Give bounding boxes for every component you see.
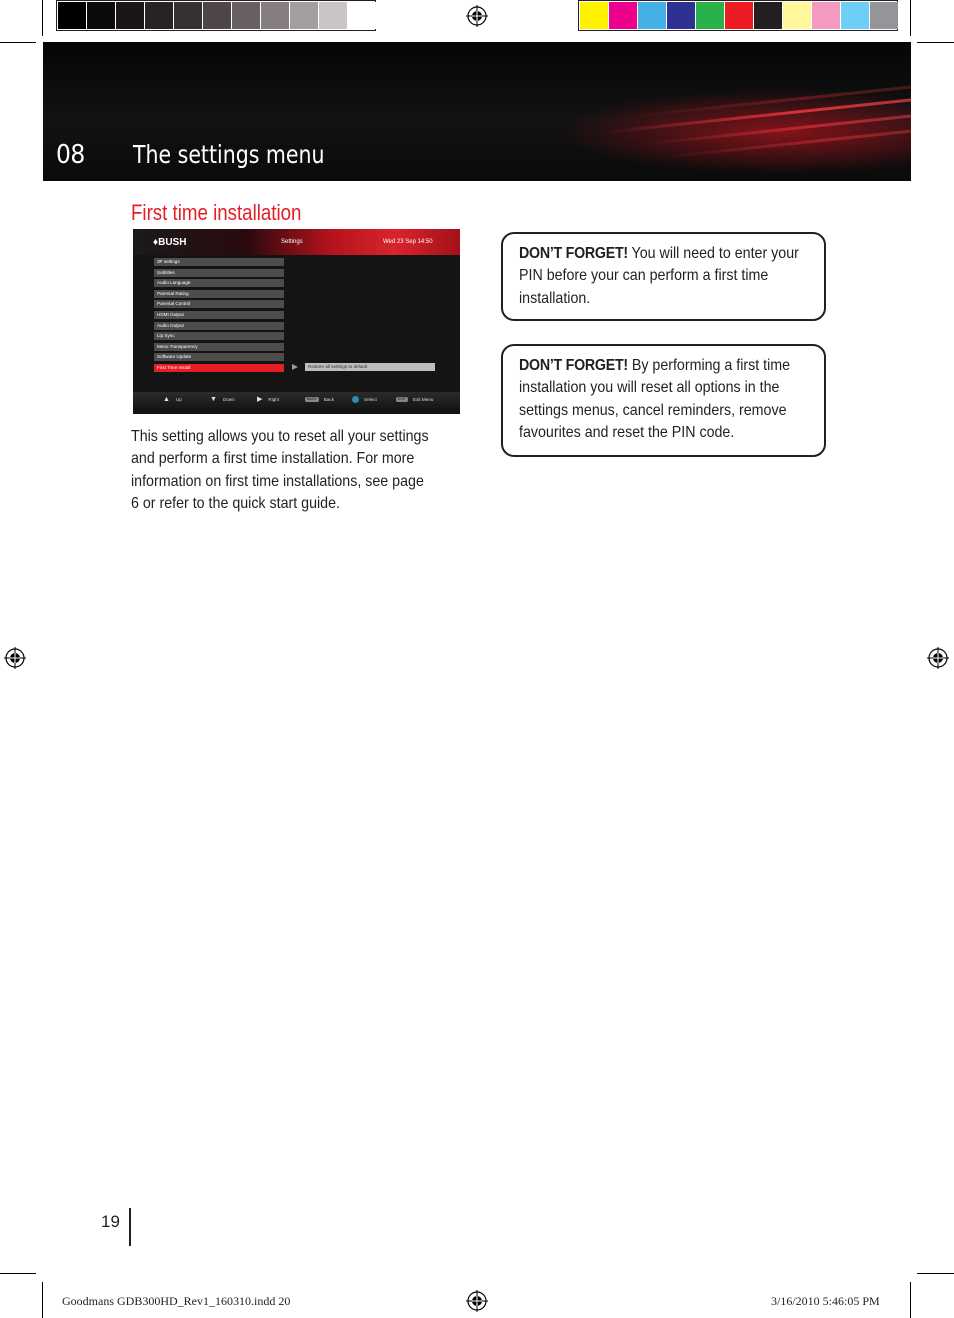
color-swatch — [638, 2, 666, 29]
body-line: 6 or refer to the quick start guide. — [131, 494, 340, 512]
chapter-header — [43, 42, 911, 181]
tv-hint-label: Right — [268, 397, 280, 403]
color-swatch — [783, 2, 811, 29]
ok-button-icon — [352, 396, 359, 403]
crop-mark — [42, 0, 43, 36]
dont-forget-callout — [501, 232, 826, 321]
tv-menu-item: First Time Install — [154, 364, 284, 372]
crop-mark — [917, 42, 954, 43]
color-swatch — [812, 2, 840, 29]
up-arrow-icon: ▲ — [163, 396, 170, 403]
grey-swatch — [58, 2, 86, 29]
color-swatch — [696, 2, 724, 29]
color-swatch — [580, 2, 608, 29]
tv-menu-item: 3P settings — [154, 258, 284, 266]
callout-text: By performing a first time — [631, 357, 791, 374]
tv-menu-item: Audio Language — [154, 279, 284, 287]
crop-mark — [917, 1273, 954, 1274]
tv-hint-up — [163, 396, 182, 404]
body-paragraph — [131, 426, 461, 515]
header-streak — [664, 128, 911, 158]
grey-swatch — [174, 2, 202, 29]
page-number: 19 — [101, 1212, 120, 1231]
callout-line: PIN before your can perform a first time — [519, 267, 769, 285]
color-swatch — [609, 2, 637, 29]
tv-hint-back — [305, 396, 334, 404]
grey-swatch — [232, 2, 260, 29]
grey-swatch — [87, 2, 115, 29]
callout-line: installation you will reset all options in the — [519, 379, 780, 397]
play-arrow-icon — [292, 364, 298, 370]
tv-menu-heading: Settings — [281, 239, 303, 245]
grey-swatch — [319, 2, 347, 29]
callout-label: DON’T FORGET! — [519, 357, 628, 374]
file-slug: Goodmans GDB300HD_Rev1_160310.indd 20 — [62, 1294, 291, 1308]
grey-swatch — [145, 2, 173, 29]
tv-hint-select — [352, 396, 377, 404]
color-swatch — [725, 2, 753, 29]
right-arrow-icon: ▶ — [257, 396, 263, 403]
callout-first-line — [519, 243, 799, 265]
tv-menu-item: Audio Output — [154, 322, 284, 330]
tv-menu-header — [133, 229, 460, 255]
tv-hint-label: Select — [364, 397, 377, 402]
down-arrow-icon: ▼ — [210, 396, 217, 403]
color-swatch — [841, 2, 869, 29]
grey-swatch — [261, 2, 289, 29]
chapter-number: 08 — [56, 140, 85, 170]
registration-mark-icon — [466, 1290, 488, 1312]
tv-menu-item: Parental Control — [154, 300, 284, 308]
grey-swatch — [348, 2, 376, 29]
grey-swatch — [116, 2, 144, 29]
callout-line: installation. — [519, 289, 591, 307]
tv-hint-right — [257, 396, 279, 404]
chapter-title: The settings menu — [133, 140, 325, 169]
color-swatch — [870, 2, 898, 29]
section-title: First time installation — [131, 200, 302, 225]
callout-line: favourites and reset the PIN code. — [519, 423, 735, 441]
color-swatch — [754, 2, 782, 29]
tv-menu-item: Lip Sync — [154, 332, 284, 340]
body-line: This setting allows you to reset all your settings — [131, 428, 429, 445]
color-swatch — [667, 2, 695, 29]
tv-menu-item: HDMI Output — [154, 311, 284, 319]
callout-label: DON’T FORGET! — [519, 245, 628, 262]
process-color-bar — [578, 0, 898, 31]
callout-first-line — [519, 355, 790, 377]
crop-mark — [910, 1282, 911, 1318]
body-line: and perform a first time installation. For more — [131, 450, 415, 468]
brand-logo: ♦BUSH — [153, 237, 187, 248]
back-key-icon: BACK — [307, 397, 317, 402]
grey-swatch — [203, 2, 231, 29]
callout-line: settings menus, cancel reminders, remove — [519, 401, 787, 419]
tv-menu-footer — [133, 392, 460, 408]
tv-menu-item: Menu Transparency — [154, 343, 284, 351]
page-number-rule — [129, 1208, 131, 1246]
tv-hint-label: Up — [175, 397, 182, 403]
exit-key-icon: EXIT — [398, 397, 406, 402]
tv-hint-down — [210, 396, 235, 404]
callout-text: You will need to enter your — [631, 245, 799, 262]
registration-mark-icon — [466, 5, 488, 27]
tv-menu-screenshot — [133, 229, 460, 414]
registration-mark-icon — [927, 647, 949, 669]
tv-datetime: Wed 23 Sep 14:50 — [383, 239, 433, 245]
dont-forget-callout — [501, 344, 826, 457]
tv-hint-label: Back — [323, 397, 335, 402]
tv-menu-item: Parental Rating — [154, 290, 284, 298]
crop-mark — [910, 0, 911, 36]
tv-hint-label: Down — [222, 397, 235, 403]
tv-submenu-option: Restore all settings to default — [305, 363, 435, 371]
header-streak — [644, 113, 911, 145]
tv-hint-exit — [396, 396, 433, 404]
tv-menu-item: Software Update — [154, 353, 284, 361]
crop-mark — [0, 1273, 36, 1274]
grey-color-bar — [56, 0, 376, 31]
crop-mark — [0, 42, 36, 43]
crop-mark — [42, 1282, 43, 1318]
tv-hint-label: Exit Menu — [413, 397, 434, 402]
body-line: information on first time installations, see page — [131, 472, 424, 490]
registration-mark-icon — [4, 647, 26, 669]
print-timestamp: 3/16/2010 5:46:05 PM — [771, 1294, 880, 1308]
grey-swatch — [290, 2, 318, 29]
tv-menu-item: Subtitles — [154, 269, 284, 277]
